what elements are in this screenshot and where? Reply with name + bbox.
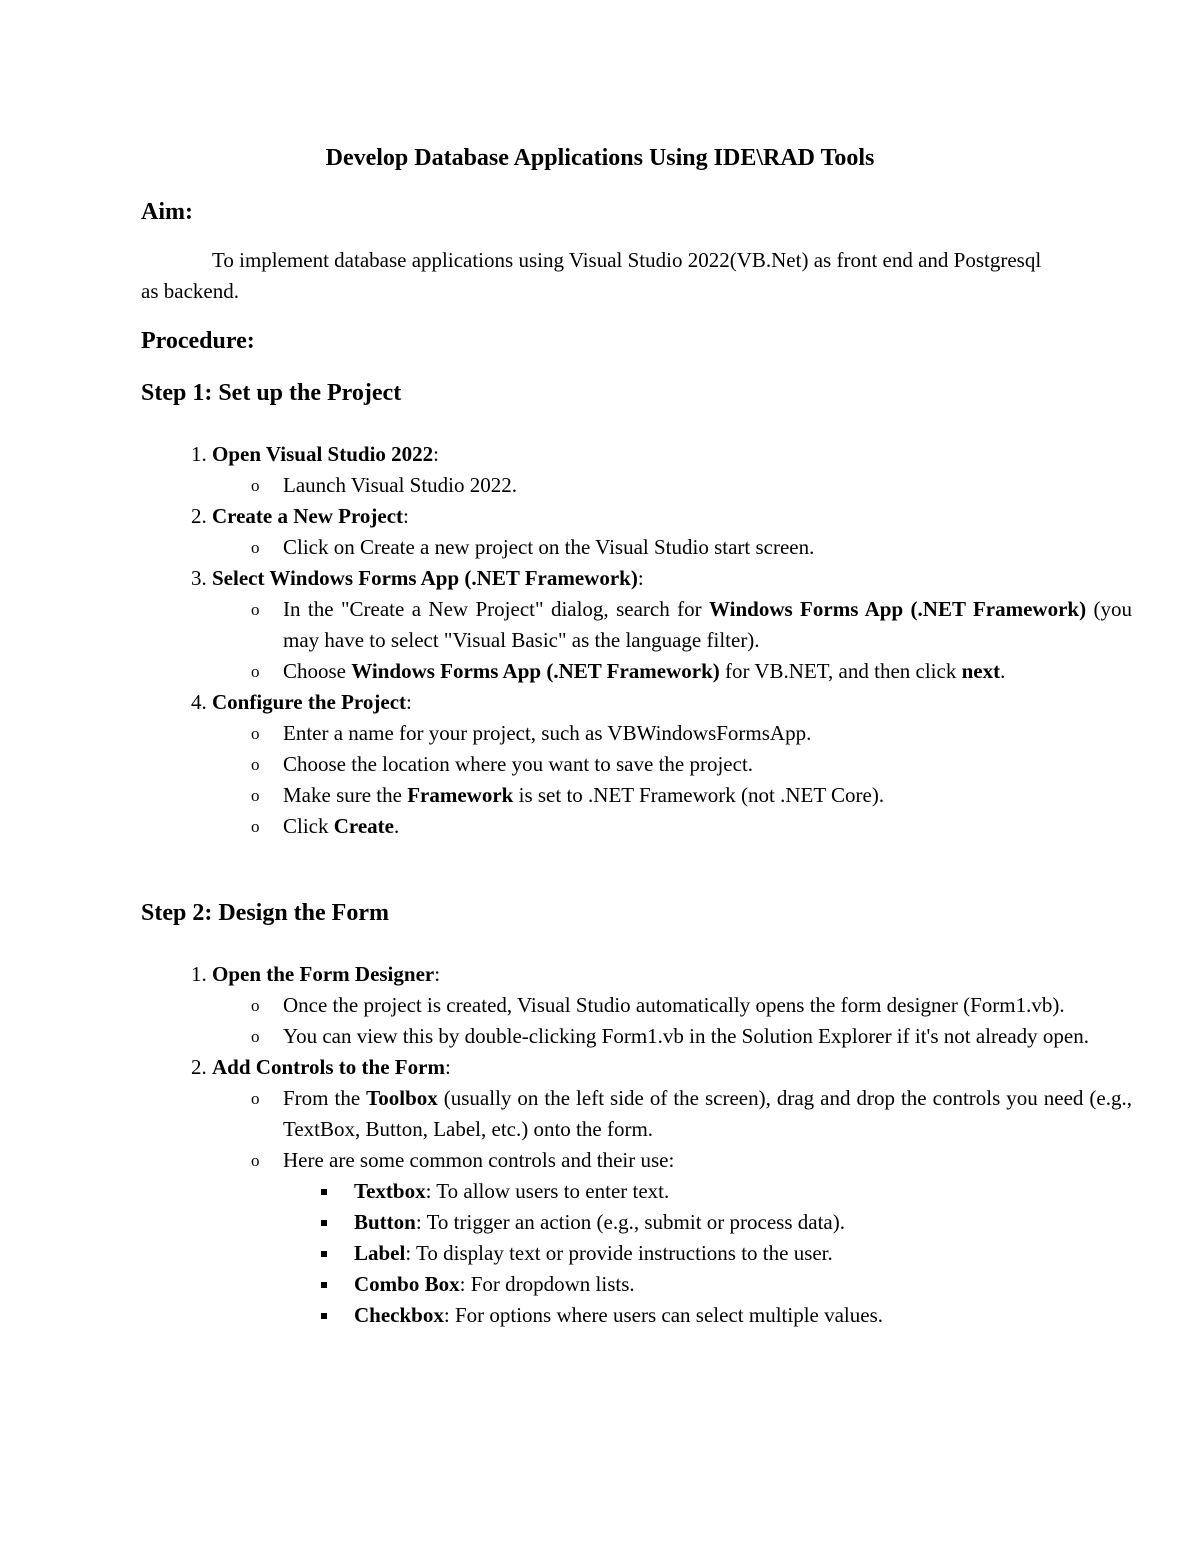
square-bullet-icon <box>321 1313 327 1319</box>
step1-item-4-sub-4 <box>251 811 1132 842</box>
sub-text: . <box>1000 659 1006 683</box>
sub-text: You can view this by double-clicking Form1.vb in the Solution Explorer if it's not already open. <box>283 1024 1089 1048</box>
bold-term: Framework <box>407 783 514 807</box>
bullet-icon: o <box>251 476 260 495</box>
step2-item-1-title: Open the Form Designer <box>212 962 435 986</box>
sub-text: Here are some common controls and their use: <box>283 1148 675 1172</box>
bullet-icon: o <box>251 1027 260 1046</box>
step2-item-2-title: Add Controls to the Form <box>212 1055 445 1079</box>
control-item <box>354 1269 1132 1300</box>
step1-item-3-title: Select Windows Forms App (.NET Framework) <box>212 566 638 590</box>
step1-item-2-sub-1 <box>251 532 1132 563</box>
sub-text: (usually on the left side of the screen), drag and drop the controls you need (e.g., TextBox, Button, Label, etc.) onto the form. <box>283 1086 1132 1141</box>
control-item <box>354 1300 1132 1331</box>
control-desc: : To trigger an action (e.g., submit or process data). <box>415 1210 845 1234</box>
sub-text: Click <box>283 814 334 838</box>
step2-item-2-sub-2 <box>251 1145 1132 1331</box>
sub-text: . <box>394 814 400 838</box>
bullet-icon: o <box>251 996 260 1015</box>
control-name: Button <box>354 1210 416 1234</box>
sub-text: Choose the location where you want to save the project. <box>283 752 754 776</box>
controls-list <box>283 1176 1132 1331</box>
sub-text: In the "Create a New Project" dialog, search for <box>283 597 709 621</box>
step2-heading: Step 2: Design the Form <box>141 900 389 926</box>
sub-text: Click on Create a new project on the Visual Studio start screen. <box>283 535 815 559</box>
bold-term: Create <box>333 814 394 838</box>
sub-text: Enter a name for your project, such as VBWindowsFormsApp. <box>283 721 812 745</box>
step1-item-4-title: Configure the Project <box>212 690 407 714</box>
bold-term: next <box>961 659 1001 683</box>
step1-item-3 <box>212 563 1132 687</box>
control-name: Textbox <box>354 1179 426 1203</box>
control-item <box>354 1238 1132 1269</box>
step1-heading: Step 1: Set up the Project <box>141 380 402 406</box>
bold-term: Windows Forms App (.NET Framework) <box>351 659 720 683</box>
control-item <box>354 1207 1132 1238</box>
document-title: Develop Database Applications Using IDE\RAD Tools <box>325 145 875 171</box>
control-desc: : To allow users to enter text. <box>425 1179 670 1203</box>
square-bullet-icon <box>321 1189 327 1195</box>
control-item <box>354 1176 1132 1207</box>
bullet-icon: o <box>251 1089 260 1108</box>
bullet-icon: o <box>251 600 260 619</box>
step1-item-4-sub-1 <box>251 718 1132 749</box>
aim-text: To implement database applications using Visual Studio 2022(VB.Net) as front end and Postgresql as backend. <box>141 248 1042 303</box>
step2-item-2 <box>212 1052 1132 1331</box>
step2-list <box>141 959 1132 1331</box>
bullet-icon: o <box>251 786 260 805</box>
step1-item-1 <box>212 439 1132 501</box>
colon: : <box>434 962 441 986</box>
colon: : <box>406 690 412 714</box>
step1-list <box>141 439 1132 842</box>
sub-text: From the <box>283 1086 367 1110</box>
square-bullet-icon <box>321 1251 327 1257</box>
step1-item-2-title: Create a New Project <box>212 504 404 528</box>
colon: : <box>433 442 439 466</box>
colon: : <box>403 504 409 528</box>
sub-text: Choose <box>283 659 352 683</box>
step1-item-1-title: Open Visual Studio 2022 <box>212 442 434 466</box>
bullet-icon: o <box>251 817 260 836</box>
colon: : <box>444 1055 451 1079</box>
sub-text: is set to .NET Framework (not .NET Core). <box>513 783 885 807</box>
control-name: Combo Box <box>354 1272 460 1296</box>
control-name: Checkbox <box>354 1303 444 1327</box>
colon: : <box>637 566 644 590</box>
sub-text: for VB.NET, and then click <box>719 659 962 683</box>
control-name: Label <box>354 1241 406 1265</box>
step1-item-4 <box>212 687 1132 842</box>
procedure-heading: Procedure: <box>141 328 255 354</box>
aim-heading: Aim: <box>141 199 193 225</box>
square-bullet-icon <box>321 1220 327 1226</box>
step2-item-2-sub-1 <box>251 1083 1132 1145</box>
step1-item-4-sub-2 <box>251 749 1132 780</box>
bullet-icon: o <box>251 662 260 681</box>
bullet-icon: o <box>251 724 260 743</box>
bold-term: Windows Forms App (.NET Framework) <box>709 597 1087 621</box>
step2-item-1 <box>212 959 1132 1052</box>
sub-text: (you may have to select "Visual Basic" as the language filter). <box>283 597 1132 652</box>
control-desc: : For dropdown lists. <box>459 1272 635 1296</box>
step1-item-1-sub-1 <box>251 470 1132 501</box>
sub-text: Launch Visual Studio 2022. <box>283 473 518 497</box>
step1-item-3-sub-2 <box>251 656 1132 687</box>
sub-text: Once the project is created, Visual Studio automatically opens the form designer (Form1.vb). <box>283 993 1065 1017</box>
bold-term: Toolbox <box>366 1086 438 1110</box>
step1-item-4-sub-3 <box>251 780 1132 811</box>
bullet-icon: o <box>251 755 260 774</box>
bullet-icon: o <box>251 538 260 557</box>
step2-item-1-sub-1 <box>251 990 1132 1021</box>
bullet-icon: o <box>251 1151 260 1170</box>
step2-item-1-sub-2 <box>251 1021 1132 1052</box>
control-desc: : For options where users can select multiple values. <box>443 1303 884 1327</box>
control-desc: : To display text or provide instructions to the user. <box>405 1241 833 1265</box>
step1-item-3-sub-1 <box>251 594 1132 656</box>
square-bullet-icon <box>321 1282 327 1288</box>
sub-text: Make sure the <box>283 783 408 807</box>
step1-item-2 <box>212 501 1132 563</box>
